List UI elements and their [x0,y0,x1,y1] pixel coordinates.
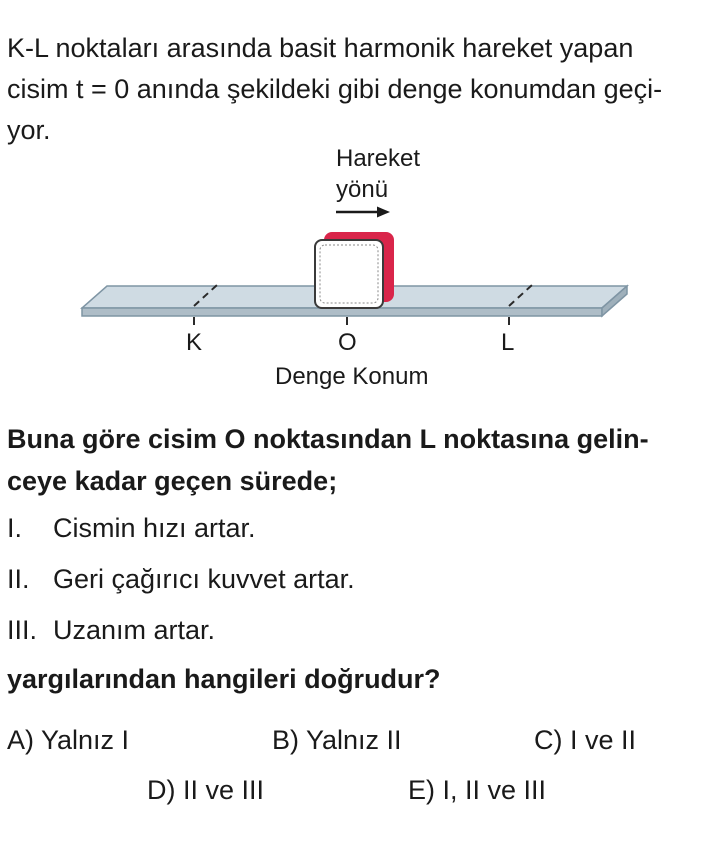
statement-3-number: III. [7,615,38,645]
question-line-1: Buna göre cisim O noktasından L noktasına gelin- [7,424,649,454]
statement-1 [7,512,256,544]
direction-arrow [336,207,390,218]
statement-2-number: II. [7,564,30,594]
choice-b[interactable]: B) Yalnız II [272,725,402,755]
choice-a[interactable]: A) Yalnız I [7,725,130,755]
rail-front-face [82,308,602,316]
statement-1-text: Cismin hızı artar. [53,513,256,543]
intro-line-2: cisim t = 0 anında şekildeki gibi denge konumdan geçi- [7,74,663,104]
rail [82,286,627,316]
direction-label-line-1: Hareket [336,145,421,172]
point-k-label: K [186,329,203,356]
block-inner-outline [320,245,378,303]
question-intro [7,28,707,151]
point-l-label: L [501,329,515,356]
equilibrium-label: Denge Konum [275,363,429,390]
statement-1-number: I. [7,513,23,543]
statement-2-text: Geri çağırıcı kuvvet artar. [53,564,355,594]
marker-l-dash [509,285,532,306]
choice-e[interactable]: E) I, II ve III [408,775,547,805]
question-stem [7,418,712,502]
rail-markers [194,285,532,325]
block-shadow-face [324,232,394,302]
direction-label-line-2: yönü [336,176,389,203]
intro-line-1: K-L noktaları arasında basit harmonik hareket yapan [7,33,634,63]
statement-3 [7,614,215,646]
statement-3-text: Uzanım artar. [53,615,216,645]
choice-d[interactable]: D) II ve III [147,775,265,805]
question-prompt: yargılarından hangileri doğrudur? [7,664,441,694]
rail-end-face [602,286,627,316]
choice-c[interactable]: C) I ve II [534,725,637,755]
marker-k-dash [194,285,217,306]
statement-2 [7,563,355,595]
intro-line-3: yor. [7,115,51,145]
question-line-2: ceye kadar geçen sürede; [7,466,338,496]
block-front-face [315,240,383,308]
point-o-label: O [338,329,357,356]
rail-top-surface [82,286,627,308]
block [315,232,394,308]
